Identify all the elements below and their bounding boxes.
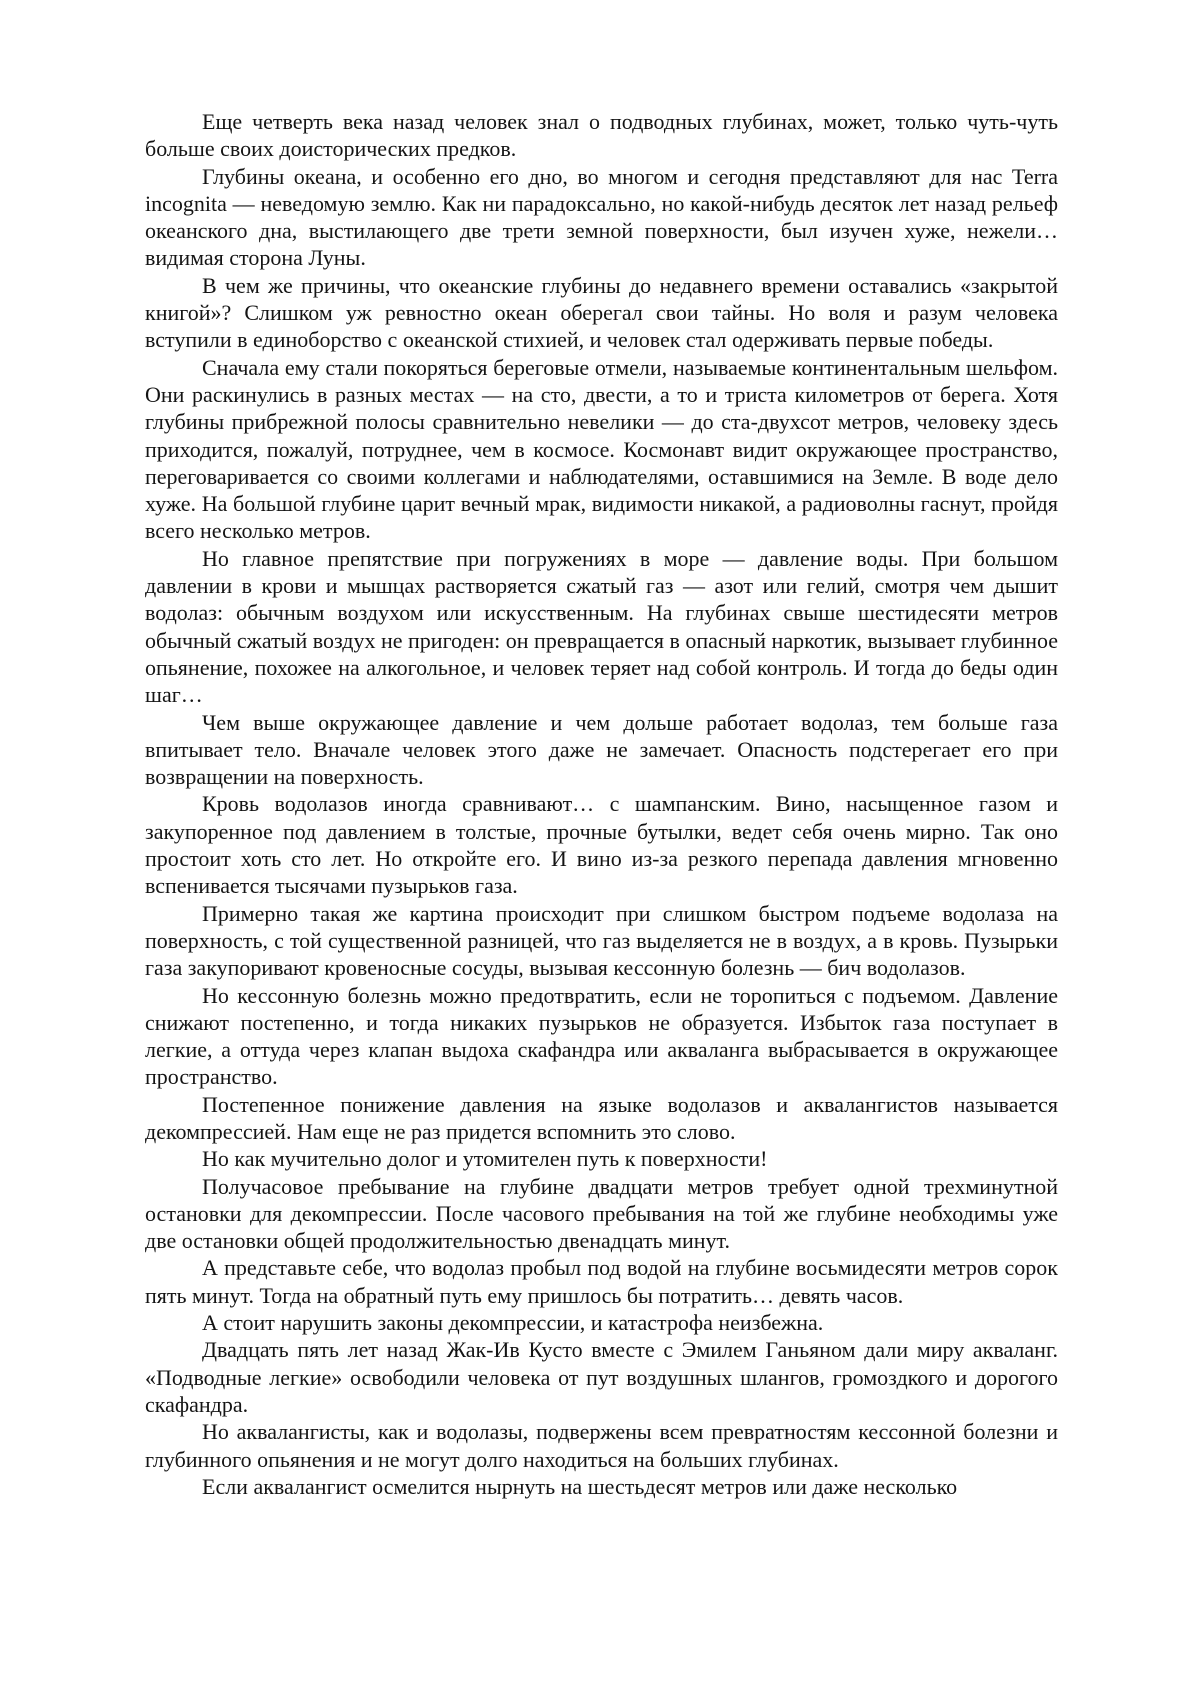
paragraph: Но как мучительно долог и утомителен путь к поверхности! — [202, 1146, 768, 1172]
paragraph: Сначала ему стали покоряться береговые отмели, называемые континентальным шельфом. Они раскинулись в разных местах — на сто, двести, а то и триста километров от берега. Хотя глубины прибрежной полосы сравнительно невелики — до ста-двухсот метров, человеку здесь приходится, пожалуй, потруднее, чем в космосе. Космонавт видит окружающее пространство, переговаривается со своими коллегами и наблюдателями, оставшимися на Земле. В воде дело хуже. На большой глубине царит вечный мрак, видимости никакой, а радиоволны гаснут, пройдя всего несколько метров. — [145, 354, 1058, 544]
paragraph: Постепенное понижение давления на языке водолазов и аквалангистов называется декомпрессией. Нам еще не раз придется вспомнить это слово. — [145, 1091, 1058, 1144]
paragraph: А стоит нарушить законы декомпрессии, и катастрофа неизбежна. — [202, 1310, 824, 1336]
paragraph: Получасовое пребывание на глубине двадцати метров требует одной трехминутной остановки для декомпрессии. После часового пребывания на той же глубине необходимы уже две остановки общей продолжительностью двенадцать минут. — [145, 1173, 1058, 1254]
paragraph: Но кессонную болезнь можно предотвратить, если не торопиться с подъемом. Давление снижают постепенно, и тогда никаких пузырьков не образуется. Избыток газа поступает в легкие, а оттуда через клапан выдоха скафандра или акваланга выбрасывается в окружающее пространство. — [145, 982, 1058, 1090]
paragraph: В чем же причины, что океанские глубины до недавнего времени оставались «закрытой книгой»? Слишком уж ревностно океан оберегал свои тайны. Но воля и разум человека вступили в единоборство с океанской стихией, и человек стал одерживать первые победы. — [145, 272, 1058, 353]
paragraph: Но главное препятствие при погружениях в море — давление воды. При большом давлении в крови и мышцах растворяется сжатый газ — азот или гелий, смотря чем дышит водолаз: обычным воздухом или искусственным. На глубинах свыше шестидесяти метров обычный сжатый воздух не пригоден: он превращается в опасный наркотик, вызывает глубинное опьянение, похожее на алкогольное, и человек теряет над собой контроль. И тогда до беды один шаг… — [145, 545, 1058, 708]
paragraph: Кровь водолазов иногда сравнивают… с шампанским. Вино, насыщенное газом и закупоренное под давлением в толстые, прочные бутылки, ведет себя очень мирно. Так оно простоит хоть сто лет. Но откройте его. И вино из-за резкого перепада давления мгновенно вспенивается тысячами пузырьков газа. — [145, 791, 1058, 899]
paragraph: Еще четверть века назад человек знал о подводных глубинах, может, только чуть-чуть больше своих доисторических предков. — [145, 109, 1058, 162]
paragraph: Двадцать пять лет назад Жак-Ив Кусто вместе с Эмилем Ганьяном дали миру акваланг. «Подводные легкие» освободили человека от пут воздушных шлангов, громоздкого и дорогого скафандра. — [145, 1337, 1058, 1417]
paragraph: Глубины океана, и особенно его дно, во многом и сегодня представляют для нас Terra incognita — неведомую землю. Как ни парадоксально, но какой-нибудь десяток лет назад рельеф океанского дна, выстилающего две трети земной поверхности, был изучен хуже, нежели… видимая сторона Луны. — [145, 163, 1058, 271]
paragraph: А представьте себе, что водолаз пробыл под водой на глубине восьмидесяти метров сорок пять минут. Тогда на обратный путь ему пришлось бы потратить… девять часов. — [145, 1255, 1058, 1308]
paragraph: Но аквалангисты, как и водолазы, подвержены всем превратностям кессонной болезни и глубинного опьянения и не могут долго находиться на больших глубинах. — [145, 1419, 1058, 1472]
paragraph: Чем выше окружающее давление и чем дольше работает водолаз, тем больше газа впитывает тело. Вначале человек этого даже не замечает. Опасность подстерегает его при возвращении на поверхность. — [145, 709, 1058, 790]
body-text — [145, 108, 1058, 1500]
paragraph: Примерно такая же картина происходит при слишком быстром подъеме водолаза на поверхность, с той существенной разницей, что газ выделяется не в воздух, а в кровь. Пузырьки газа закупоривают кровеносные сосуды, вызывая кессонную болезнь — бич водолазов. — [145, 900, 1058, 981]
paragraph: Если аквалангист осмелится нырнуть на шестьдесят метров или даже несколько — [202, 1473, 958, 1499]
